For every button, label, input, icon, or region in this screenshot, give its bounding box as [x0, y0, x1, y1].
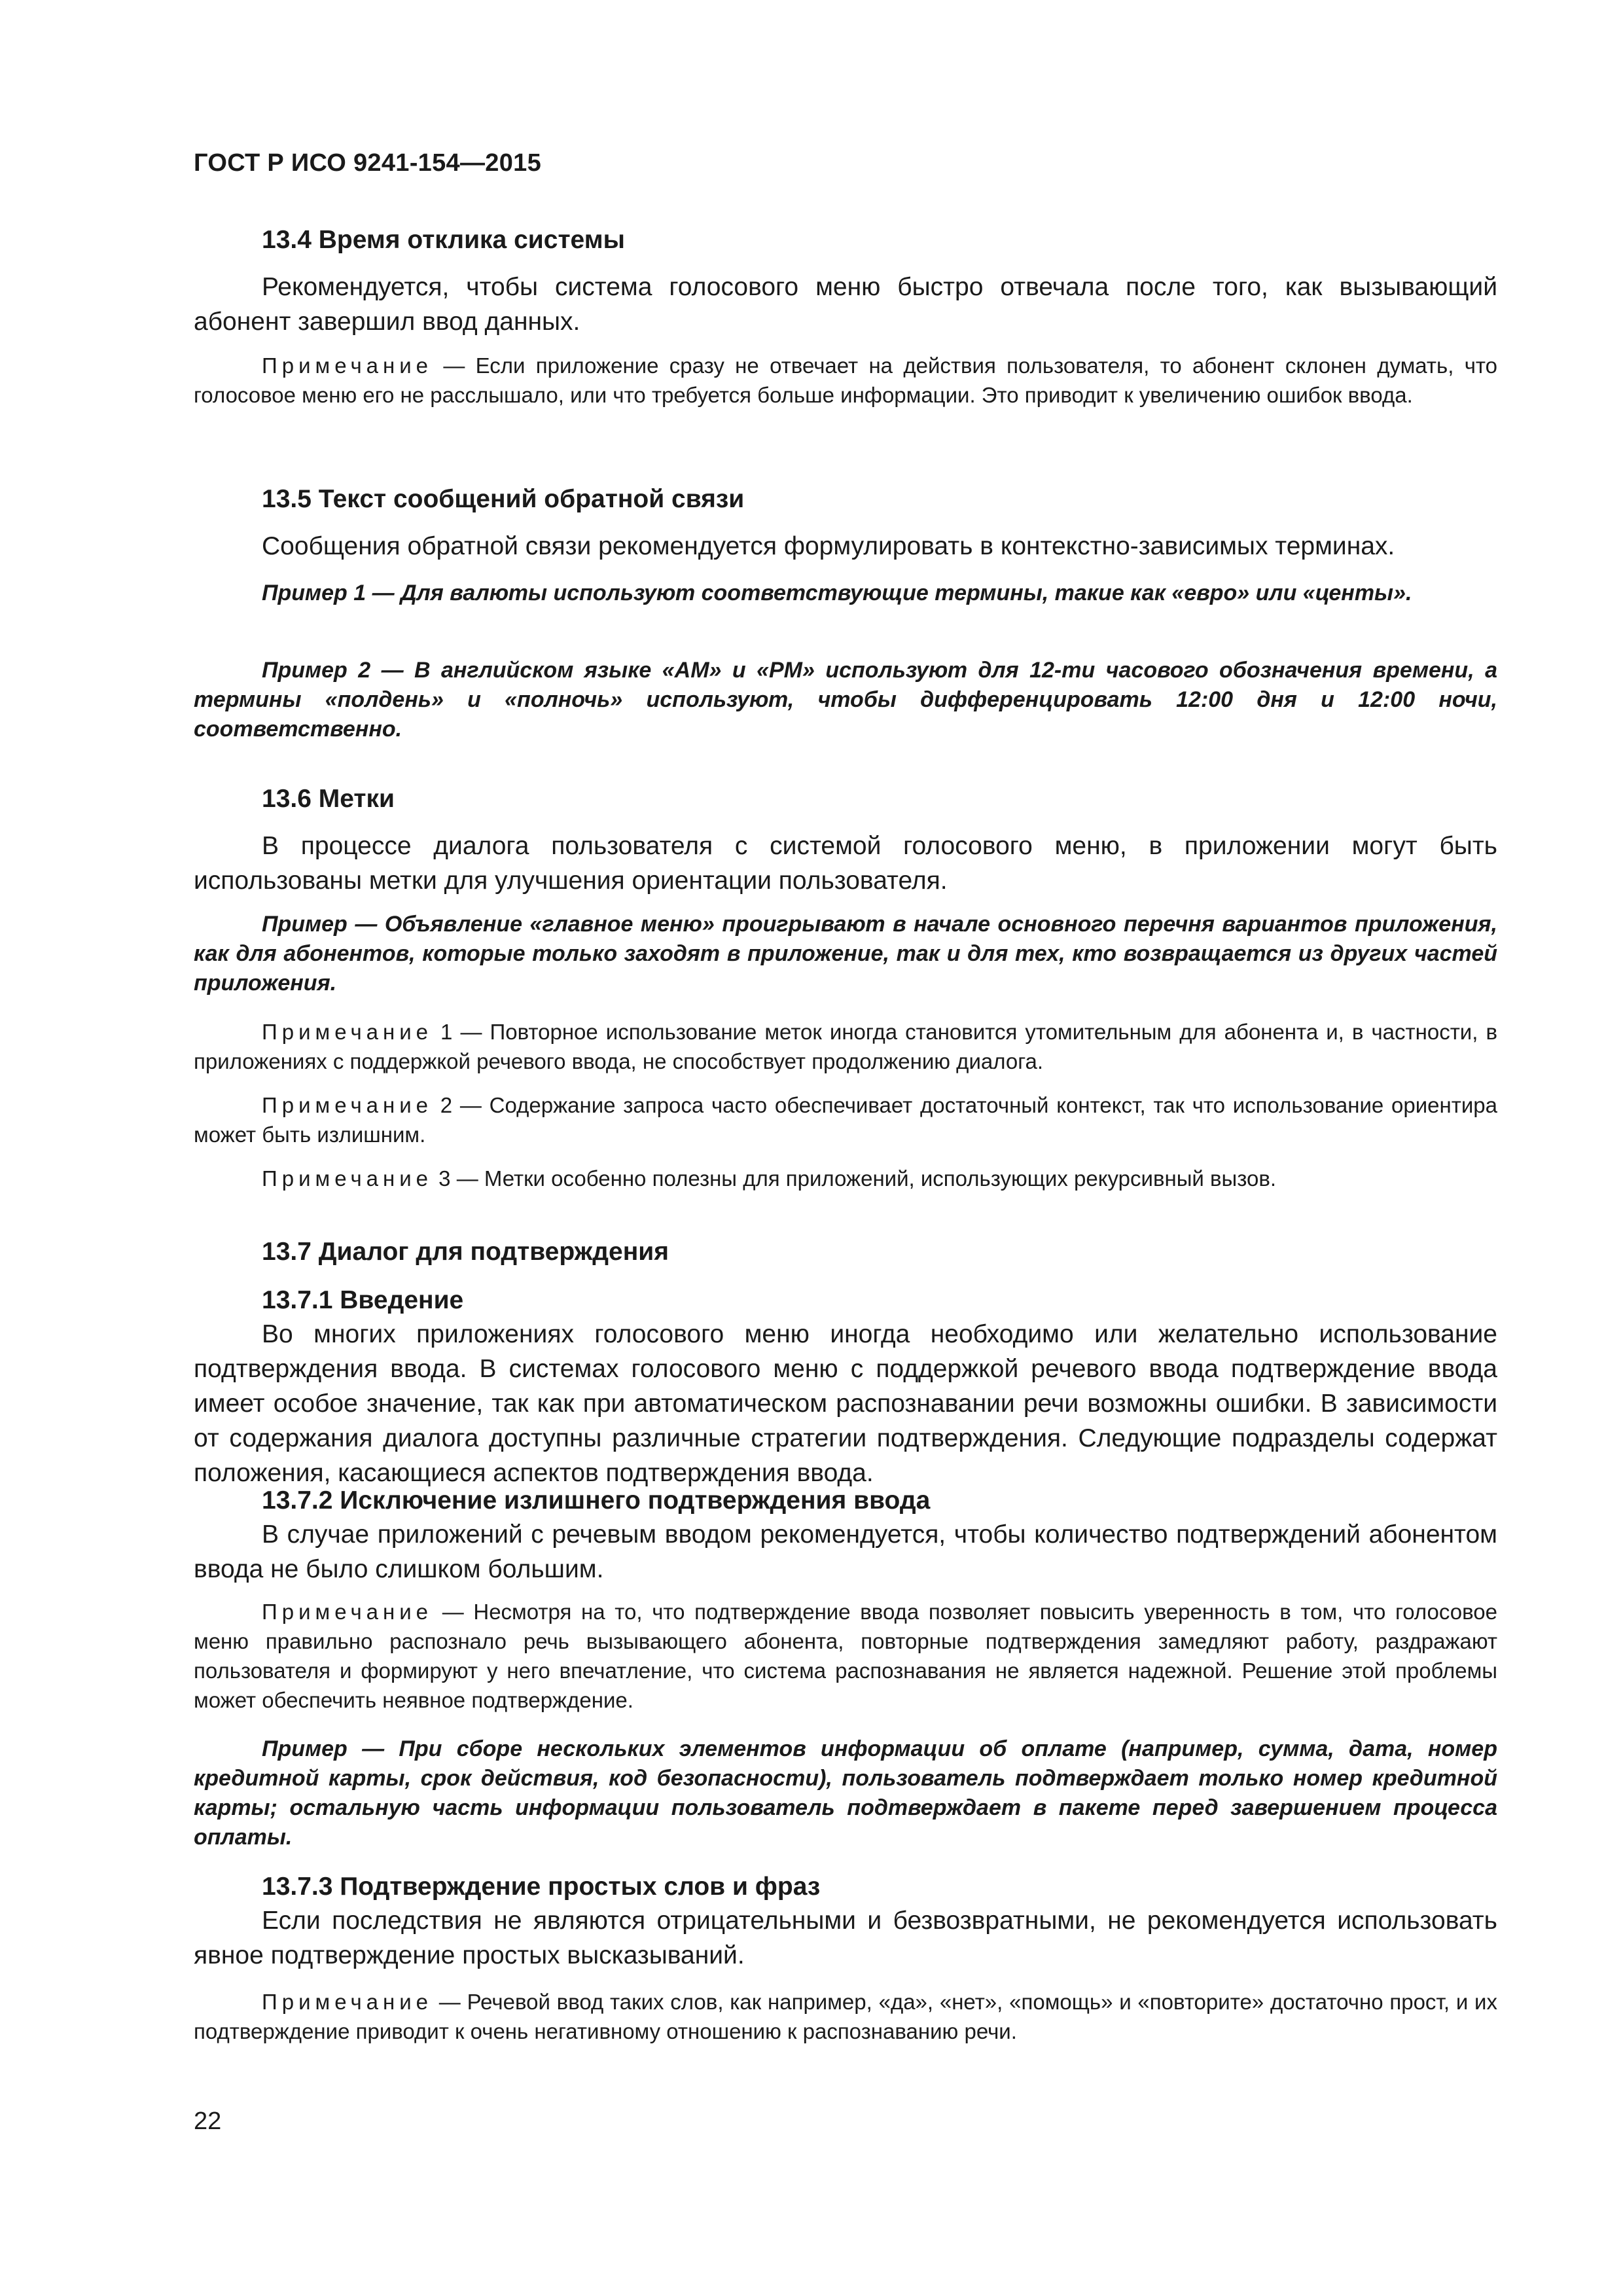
- paragraph: Сообщения обратной связи рекомендуется формулировать в контекстно-зависимых терминах.: [262, 532, 1395, 560]
- paragraph: В процессе диалога пользователя с системой голосового меню, в приложении могут быть использованы метки для улучшения ориентации пользователя.: [194, 832, 1497, 895]
- section-13-6-note-2: [194, 1090, 1497, 1149]
- note-text: — Несмотря на то, что подтверждение ввода позволяет повысить уверенность в том, что голосовое меню правильно распознало речь вызывающего абонента, повторные подтверждения замедляют работу, раздражают пользователя и формируют у него впечатление, что система распознавания не является надежной. Решение этой проблемы может обеспечить неявное подтверждение.: [194, 1600, 1497, 1712]
- section-13-7: [194, 1237, 1497, 1267]
- section-13-5-example-1: [194, 579, 1497, 608]
- note-label: Примечание: [262, 1020, 433, 1044]
- section-13-7-2-para: [194, 1517, 1497, 1587]
- paragraph: В случае приложений с речевым вводом рекомендуется, чтобы количество подтверждений абонентом ввода не было слишком большим.: [194, 1520, 1497, 1583]
- section-13-6-note-3: [194, 1164, 1497, 1193]
- note-text: — Если приложение сразу не отвечает на действия пользователя, то абонент склонен думать, что голосовое меню его не расслышало, или что требуется больше информации. Это приводит к увеличению ошибок ввода.: [194, 353, 1497, 407]
- section-13-4-note: [194, 351, 1497, 410]
- note: [194, 1017, 1497, 1076]
- paragraph: Если последствия не являются отрицательными и безвозвратными, не рекомендуется использовать явное подтверждение простых высказываний.: [194, 1907, 1497, 1969]
- section-13-6-example: [194, 910, 1497, 998]
- section-13-7-3-note: [194, 1987, 1497, 2046]
- section-13-7-1-para: [194, 1317, 1497, 1490]
- note-label: Примечание: [262, 353, 433, 378]
- note-text: 3 — Метки особенно полезны для приложений, использующих рекурсивный вызов.: [433, 1166, 1277, 1191]
- subsection-title: 13.7.1 Введение: [262, 1286, 464, 1314]
- note: [194, 1987, 1497, 2046]
- section-13-4-para: [194, 270, 1497, 339]
- section-title: 13.7 Диалог для подтверждения: [262, 1238, 669, 1266]
- example: Пример 1 — Для валюты используют соответствующие термины, такие как «евро» или «центы».: [262, 581, 1412, 605]
- note-text: — Речевой ввод таких слов, как например, «да», «нет», «помощь» и «повторите» достаточно прост, и их подтверждение приводит к очень негативному отношению к распознаванию речи.: [194, 1990, 1497, 2043]
- section-13-4: [194, 225, 1497, 255]
- section-13-5: [194, 484, 1497, 514]
- example: Пример — При сборе нескольких элементов информации об оплате (например, сумма, дата, номер кредитной карты, срок действия, код безопасности), пользователь подтверждает только номер кредитной карты; остальную часть информации пользователь подтверждает в пакете перед завершением процесса оплаты.: [194, 1736, 1497, 1850]
- section-title: 13.6 Метки: [262, 785, 395, 813]
- note-label: Примечание: [262, 1166, 433, 1191]
- note: [194, 351, 1497, 410]
- section-13-7-2-note: [194, 1597, 1497, 1715]
- section-13-6-para: [194, 829, 1497, 898]
- section-13-7-1-title: [194, 1285, 1497, 1316]
- page-number: 22: [194, 2108, 222, 2135]
- note: [194, 1090, 1497, 1149]
- note-label: Примечание: [262, 1600, 433, 1624]
- section-13-5-example-2: [194, 656, 1497, 744]
- note-label: Примечание: [262, 1093, 433, 1117]
- document-header: ГОСТ Р ИСО 9241-154—2015: [194, 149, 542, 177]
- subsection-title: 13.7.3 Подтверждение простых слов и фраз: [262, 1873, 821, 1901]
- note-text: 1 — Повторное использование меток иногда становится утомительным для абонента и, в частности, в приложениях с поддержкой речевого ввода, не способствует продолжению диалога.: [194, 1020, 1497, 1073]
- paragraph: Во многих приложениях голосового меню иногда необходимо или желательно использование подтверждения ввода. В системах голосового меню с поддержкой речевого ввода подтверждение ввода имеет особое значение, так как при автоматическом распознавании речи возможны ошибки. В зависимости от содержания диалога доступны различные стратегии подтверждения. Следующие подразделы содержат положения, касающиеся аспектов подтверждения ввода.: [194, 1320, 1497, 1487]
- section-title: 13.5 Текст сообщений обратной связи: [262, 485, 745, 513]
- section-13-5-para: [194, 529, 1497, 564]
- section-13-7-3-title: [194, 1872, 1497, 1902]
- section-13-6-note-1: [194, 1017, 1497, 1076]
- section-13-7-2-example: [194, 1734, 1497, 1852]
- section-13-7-3-para: [194, 1903, 1497, 1973]
- note: [194, 1597, 1497, 1715]
- note-text: 2 — Содержание запроса часто обеспечивает достаточный контекст, так что использование ориентира может быть излишним.: [194, 1093, 1497, 1147]
- paragraph: Рекомендуется, чтобы система голосового меню быстро отвечала после того, как вызывающий абонент завершил ввод данных.: [194, 273, 1497, 336]
- example: Пример — Объявление «главное меню» проигрывают в начале основного перечня вариантов приложения, как для абонентов, которые только заходят в приложение, так и для тех, кто возвращается из других частей приложения.: [194, 912, 1497, 996]
- note: [194, 1164, 1497, 1193]
- note-label: Примечание: [262, 1990, 433, 2014]
- subsection-title: 13.7.2 Исключение излишнего подтверждения ввода: [262, 1486, 931, 1515]
- section-title: 13.4 Время отклика системы: [262, 226, 625, 254]
- example: Пример 2 — В английском языке «AM» и «PM» используют для 12-ти часового обозначения времени, а термины «полдень» и «полночь» используют, чтобы дифференцировать 12:00 дня и 12:00 ночи, соответственно.: [194, 658, 1497, 742]
- section-13-7-2-title: [194, 1486, 1497, 1516]
- section-13-6: [194, 784, 1497, 814]
